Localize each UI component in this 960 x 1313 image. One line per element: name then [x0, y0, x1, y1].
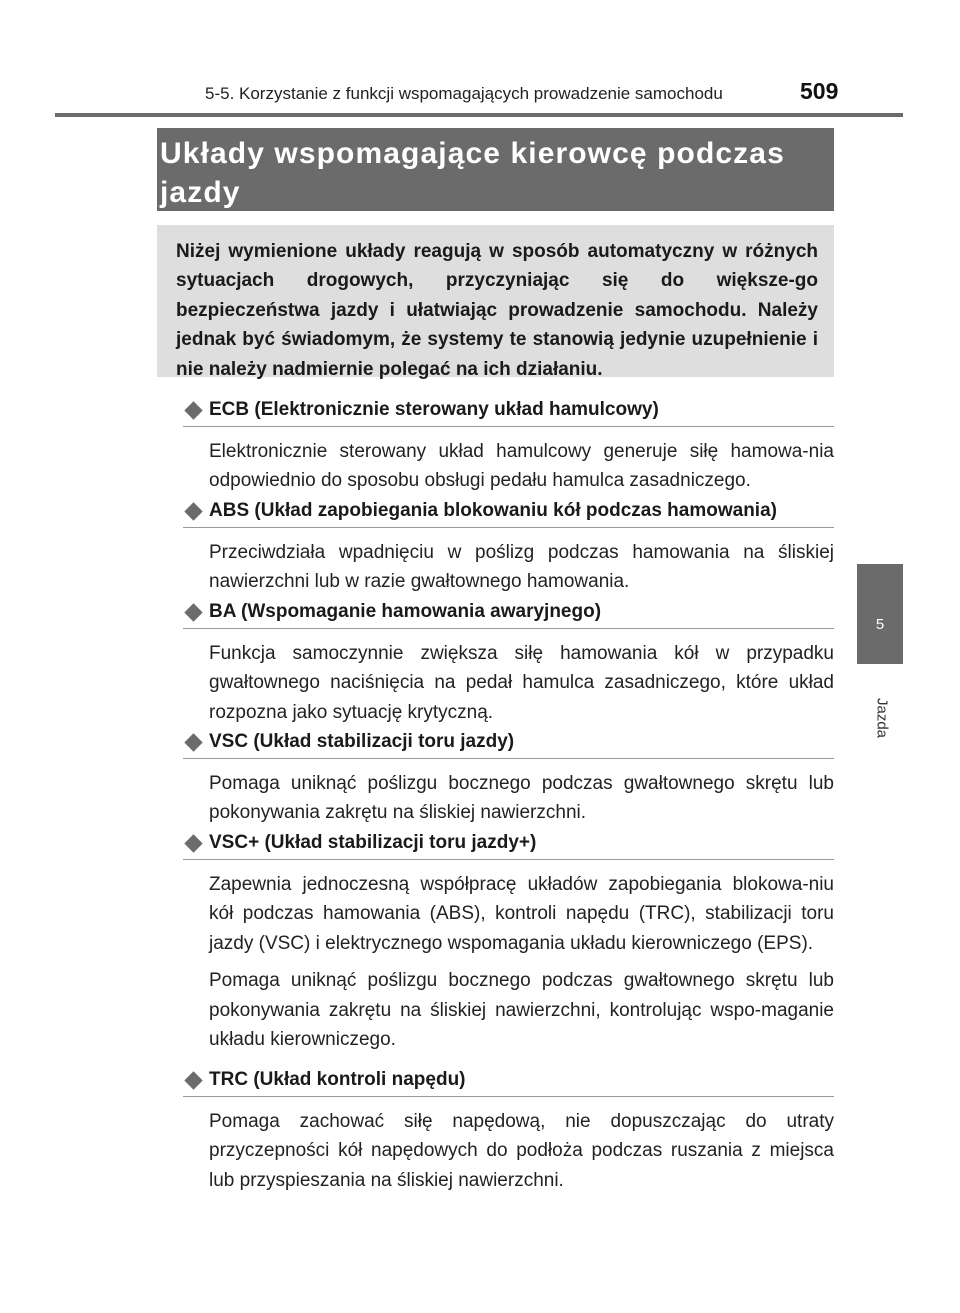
diamond-bullet-icon — [184, 401, 202, 419]
section-title: ABS (Układ zapobiegania blokowaniu kół podczas hamowania) — [209, 500, 777, 521]
header-rule — [55, 113, 903, 117]
section-title: ECB (Elektronicznie sterowany układ hamulcowy) — [209, 399, 659, 420]
page-number: 509 — [800, 78, 839, 104]
section-ba — [183, 598, 834, 727]
running-header: 5-5. Korzystanie z funkcji wspomagających prowadzenie samochodu — [205, 84, 723, 103]
section-paragraph: Funkcja samoczynnie zwiększa siłę hamowania kół w przypadku gwałtownego naciśnięcia na pedał hamulca zasadniczego, które układ rozpozna jako sytuację krytyczną. — [209, 643, 834, 723]
section-title: VSC (Układ stabilizacji toru jazdy) — [209, 731, 515, 752]
page-title: Układy wspomagające kierowcę podczas jazdy — [160, 137, 785, 209]
section-paragraph: Pomaga zachować siłę napędową, nie dopuszczając do utraty przyczepności kół napędowych do podłoża podczas ruszania z miejsca lub przyspieszania na śliskiej nawierzchni. — [209, 1111, 834, 1191]
section-paragraph: Przeciwdziała wpadnięciu w poślizg podczas hamowania na śliskiej nawierzchni lub w razie gwałtownego hamowania. — [209, 542, 834, 593]
diamond-bullet-icon — [184, 502, 202, 520]
section-heading — [183, 1066, 834, 1097]
section-heading — [183, 497, 834, 528]
chapter-tab[interactable] — [857, 564, 903, 664]
section-trc — [183, 1066, 834, 1195]
diamond-bullet-icon — [184, 834, 202, 852]
section-ecb — [183, 396, 834, 496]
diamond-bullet-icon — [184, 603, 202, 621]
intro-text: Niżej wymienione układy reagują w sposób automatyczny w różnych sytuacjach drogowych, przyczyniając się do większe-go bezpieczeństwa jazdy i ułatwiając prowadzenie samochodu. Należy jednak być świadomym, że systemy te stanowią jedynie uzupełnienie i nie należy nadmiernie polegać na ich działaniu. — [176, 241, 818, 380]
section-title: TRC (Układ kontroli napędu) — [209, 1069, 466, 1090]
diamond-bullet-icon — [184, 733, 202, 751]
section-heading — [183, 728, 834, 759]
section-paragraph: Pomaga uniknąć poślizgu bocznego podczas gwałtownego skrętu lub pokonywania zakrętu na śliskiej nawierzchni, kontrolując wspo-maganie układu kierowniczego. — [209, 970, 834, 1051]
section-paragraph: Elektronicznie sterowany układ hamulcowy generuje siłę hamowa-nia odpowiednio do sposobu obsługi pedału hamulca zasadniczego. — [209, 441, 834, 492]
section-vsc — [183, 728, 834, 828]
chapter-label — [872, 688, 892, 748]
section-paragraph: Zapewnia jednoczesną współpracę układów zapobiegania blokowa-niu kół podczas hamowania (ABS), kontroli napędu (TRC), stabilizacji toru jazdy (VSC) i elektrycznego wspomagania układu kierowniczego (EPS). — [209, 874, 834, 954]
section-title: VSC+ (Układ stabilizacji toru jazdy+) — [209, 832, 537, 853]
section-heading — [183, 829, 834, 860]
chapter-label-text: Jazda — [873, 697, 891, 739]
section-heading — [183, 598, 834, 629]
diamond-bullet-icon — [184, 1071, 202, 1089]
section-vsc-plus — [183, 829, 834, 1054]
section-title: BA (Wspomaganie hamowania awaryjnego) — [209, 601, 602, 622]
chapter-number: 5 — [875, 616, 885, 633]
section-heading — [183, 396, 834, 427]
section-abs — [183, 497, 834, 597]
section-paragraph: Pomaga uniknąć poślizgu bocznego podczas gwałtownego skrętu lub pokonywania zakrętu na śliskiej nawierzchni. — [209, 773, 834, 824]
